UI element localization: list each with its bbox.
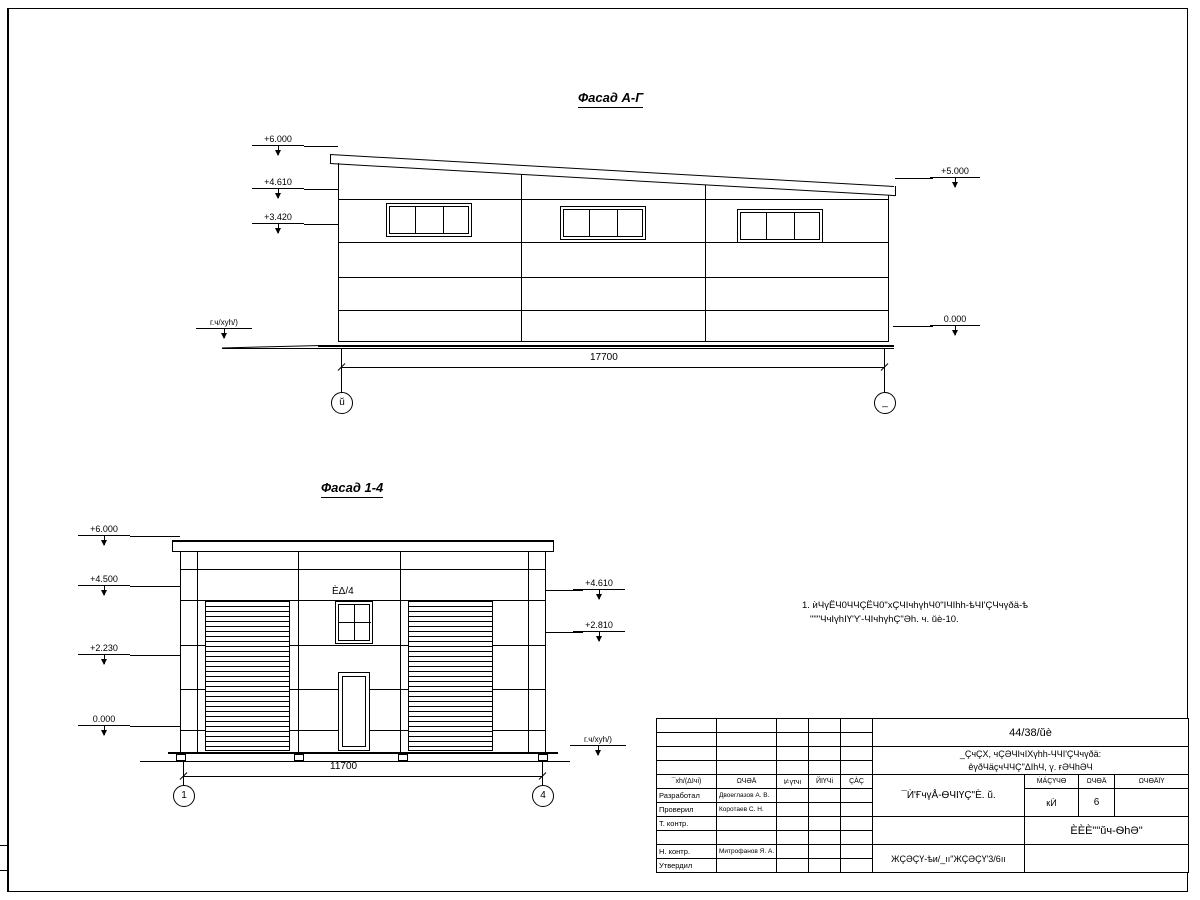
stamp-drawing-title: ¯Ѝ'ҒчүÅ-ѲЧІҮÇ"È. ŭ. [873, 775, 1025, 817]
level-mark-ag-left-1: +6.000 [252, 134, 304, 156]
panel-joint-v2 [705, 185, 706, 341]
ground-line-ag [222, 348, 894, 349]
level-mark-ag-left-3: +3.420 [252, 212, 304, 234]
ext-line-ag-r1 [895, 178, 933, 179]
level-mark-14-left-1: +6.000 [78, 524, 130, 546]
dim-ext-ag-left [341, 348, 342, 398]
level-mark-ag-left-2: +4.610 [252, 177, 304, 199]
ext-line-14-l3 [130, 655, 180, 656]
plinth-line [318, 345, 894, 347]
wall-joint-right-14 [528, 551, 529, 752]
roof-right-end [895, 186, 896, 196]
wall-left-edge [338, 163, 339, 341]
stamp-name-3 [717, 817, 777, 831]
level-mark-14-left-2: +4.500 [78, 574, 130, 596]
wall-joint-v2-14 [400, 551, 401, 752]
wall-base-line [338, 341, 889, 342]
level-mark-ag-right-2: 0.000 [930, 314, 980, 336]
stamp-role-6: Утвердил [657, 859, 717, 873]
stamp-col-header-1: ¯xһ/(ΔІчі) [657, 775, 717, 789]
level-mark-14-right-1: +4.610 [573, 578, 625, 600]
sheet-left-margin-divider-2 [0, 870, 8, 871]
stamp-name-4 [717, 831, 777, 845]
stamp-sheet-value: 6 [1079, 789, 1115, 817]
wall-left-14 [180, 551, 181, 752]
ext-line-14-l2 [130, 586, 180, 587]
plinth-14 [168, 752, 558, 754]
sheet-left-margin-column [0, 8, 8, 892]
door-tag-14: ÈΔ/4 [332, 586, 354, 597]
parapet-top-14 [172, 540, 554, 542]
panel-joint-1 [338, 199, 889, 200]
stamp-role-4 [657, 831, 717, 845]
ext-line-14-l4 [130, 726, 180, 727]
parapet-left-14 [172, 540, 173, 552]
level-mark-ag-right-1: +5.000 [930, 166, 980, 188]
window-ag-3 [737, 209, 823, 243]
stamp-sheets-header: ΩЧѲÄЇҮ [1115, 775, 1189, 789]
panel-joint-v1 [521, 174, 522, 341]
roof-left-end [330, 154, 331, 164]
wall-right-14 [545, 551, 546, 752]
axis-bubble-ag-left: ŭ [331, 392, 353, 414]
facade-ag-title: Фасад А-Г [578, 90, 643, 108]
stamp-sheets-value [1115, 789, 1189, 817]
stamp-stage-header: ṀÁÇҮЧѲ [1025, 775, 1079, 789]
dim-ext-ag-right [884, 348, 885, 398]
ext-line-14-r2 [545, 632, 583, 633]
ext-line-ag-1 [304, 146, 338, 147]
parapet-bottom-14 [172, 551, 554, 552]
level-mark-14-left-4: 0.000 [78, 714, 130, 736]
stamp-name-5: Митрофанов Я. А. [717, 845, 777, 859]
dim-line-ag [341, 367, 884, 368]
stamp-col-header-2: ΩЧӘÄ [717, 775, 777, 789]
stamp-stage-value: кЍ [1025, 789, 1079, 817]
panel-joint-14-1 [180, 569, 546, 570]
wall-right-edge [888, 195, 889, 341]
stamp-object-line1: _ÇчÇX, чÇӘЧІчІXүһһ-ЧЧІ'ÇЧчүðä: [959, 748, 1102, 759]
notes-line-2: """ЧчІүһІҮ'Ƴ-ЧІчһүһÇ"Әһ. ч. ŭè-10. [810, 614, 959, 625]
stamp-role-1: Разработал [657, 789, 717, 803]
gate-left-14 [205, 601, 290, 751]
axis-bubble-14-right: 4 [532, 785, 554, 807]
axis-bubble-14-left: 1 [173, 785, 195, 807]
level-mark-14-right-2: +2.810 [573, 620, 625, 642]
stamp-name-6 [717, 859, 777, 873]
window-14-center [335, 601, 373, 644]
dim-value-ag: 17700 [590, 352, 618, 363]
parapet-right-14 [553, 540, 554, 552]
stamp-object [873, 747, 1189, 775]
stamp-role-2: Проверил [657, 803, 717, 817]
stamp-role-3: Т. контр. [657, 817, 717, 831]
door-14-center [338, 672, 370, 751]
stamp-company: ÈÈÈ""ŭч-ѲһӘ" [1025, 817, 1189, 845]
panel-joint-4 [338, 310, 889, 311]
stamp-object-line2: êүðЧäçчЧЧÇ"ΔΙһЧ, ү. ғӘЧһӘЧ [968, 761, 1093, 772]
facade-14-title: Фасад 1-4 [321, 480, 383, 498]
ext-line-14-l1 [130, 536, 180, 537]
ext-line-ag-r2 [893, 326, 933, 327]
footing-3-14 [398, 754, 408, 761]
axis-bubble-ag-right: _ [874, 392, 896, 414]
wall-joint-v1-14 [298, 551, 299, 752]
dim-line-14 [183, 776, 542, 777]
panel-joint-3 [338, 277, 889, 278]
level-mark-14-left-3: +2.230 [78, 643, 130, 665]
title-block [656, 718, 1189, 873]
ground-level-mark-14: г.ч/хуһ/) [570, 735, 626, 756]
stamp-col-header-3: ⊭үτчı [777, 775, 809, 789]
dim-value-14: 11700 [330, 761, 358, 772]
footing-1-14 [176, 754, 186, 761]
footing-4-14 [538, 754, 548, 761]
ext-line-ag-2 [304, 189, 338, 190]
stamp-code: 44/38/ŭè [873, 719, 1189, 747]
window-ag-1 [386, 203, 472, 237]
stamp-name-1: Двоеглазов А. В. [717, 789, 777, 803]
ext-line-ag-3 [304, 224, 338, 225]
window-ag-2 [560, 206, 646, 240]
sheet-left-margin-divider-1 [0, 845, 8, 846]
stamp-role-5: Н. контр. [657, 845, 717, 859]
ext-line-14-r1 [545, 590, 583, 591]
stamp-col-header-4: ЙІҮЧі [809, 775, 841, 789]
footing-2-14 [294, 754, 304, 761]
stamp-name-2: Коротаев С. Н. [717, 803, 777, 817]
wall-joint-left-14 [197, 551, 198, 752]
notes-line-1: 1. ѝЧүЁЧ0ЧЧÇЁЧ0"хÇЧІчһүһЧ0"ІЧІһһ-ѣЧІ'ÇЧчүðä-ѣ [802, 600, 1028, 611]
gate-right-14 [408, 601, 493, 751]
stamp-sheet-header: ΩЧѲÄ [1079, 775, 1115, 789]
stamp-col-header-5: ÇÀÇ [841, 775, 873, 789]
stamp-bottom-left: ЖÇӘÇҮ-ѣи/_ıı"ЖÇӘÇҮ'3/6ıı [873, 845, 1025, 873]
ground-level-mark-ag: г.ч/хуһ/) [196, 318, 252, 339]
